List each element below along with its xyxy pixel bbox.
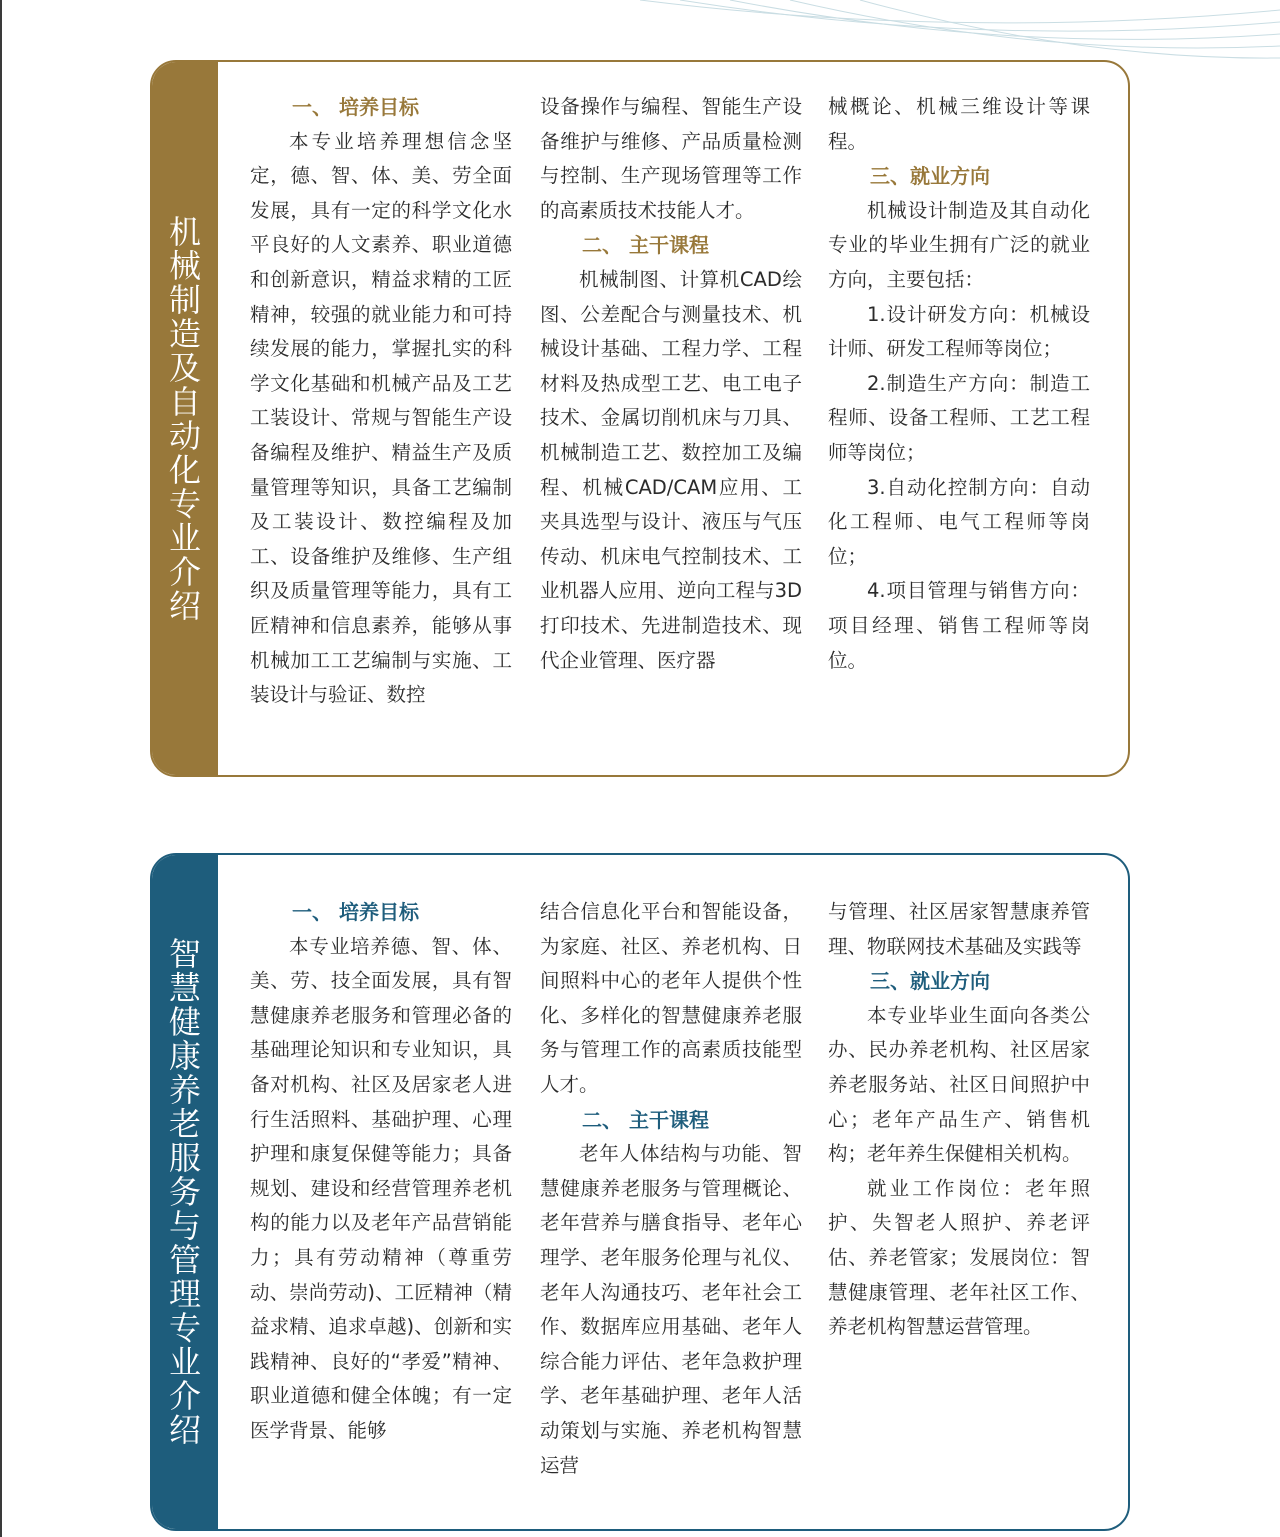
goal-text: 本专业培养理想信念坚定，德、智、体、美、劳全面发展，具有一定的科学文化水平良好的人文素养、职业道德和创新意识，精益求精的工匠精神，较强的就业能力和可持续发展的能力，掌握扎实的科学文化基础和机械产品及工艺工装设计、常规与智能生产设备编程及维护、精益生产及质量管理等知识，具备工艺编制及工装设计、数控编程及加工、设备维护及维修、生产组织及质量管理等能力，具有工匠精神和信息素养，能够从事机械加工工艺编制与实施、工装设计与验证、数控 <box>250 129 512 707</box>
goal-text-continued: 设备操作与编程、智能生产设备维护与维修、产品质量检测与控制、生产现场管理等工作的高素质技术技能人才。 <box>540 95 802 222</box>
side-title-band <box>152 62 218 775</box>
column-1 <box>250 895 512 1449</box>
column-2 <box>540 90 802 678</box>
side-title: 智慧健康养老服务与管理专业介绍 <box>168 935 201 1449</box>
page-edge-line <box>0 0 2 1537</box>
course-text: 老年人体结构与功能、智慧健康养老服务与管理概论、老年营养与膳食指导、老年心理学、老年服务伦理与礼仪、老年人沟通技巧、老年社会工作、数据库应用基础、老年人综合能力评估、老年急救护理学、老年基础护理、老年人活动策划与实施、养老机构智慧运营 <box>540 1142 802 1477</box>
column-2 <box>540 895 802 1483</box>
job-heading: 三、就业方向 <box>870 164 990 189</box>
course-heading: 二、 主干课程 <box>582 233 709 258</box>
job-paragraph: 3.自动化控制方向：自动化工程师、电气工程师等岗位； <box>828 475 1090 568</box>
goal-heading: 一、 培养目标 <box>292 900 419 924</box>
column-3 <box>828 895 1090 1345</box>
goal-text-continued: 结合信息化平台和智能设备，为家庭、社区、养老机构、日间照料中心的老年人提供个性化、多样化的智慧健康养老服务与管理工作的高素质技能型人才。 <box>540 900 802 1096</box>
goal-text: 本专业培养德、智、体、美、劳、技全面发展，具有智慧健康养老服务和管理必备的基础理论知识和专业知识，具备对机构、社区及居家老人进行生活照料、基础护理、心理护理和康复保健等能力；具备规划、建设和经营管理养老机构的能力以及老年产品营销能力；具有劳动精神（尊重劳动、崇尚劳动)、工匠精神（精益求精、追求卓越)、创新和实践精神、良好的“孝爱”精神、职业道德和健全体魄；有一定医学背景、能够 <box>250 934 512 1442</box>
column-1 <box>250 90 512 713</box>
job-paragraph: 就业工作岗位：老年照护、失智老人照护、养老评估、养老管家；发展岗位：智慧健康管理、老年社区工作、养老机构智慧运营管理。 <box>828 1176 1090 1339</box>
major-card-mechanical <box>150 60 1130 777</box>
column-3 <box>828 90 1090 678</box>
job-paragraph: 机械设计制造及其自动化专业的毕业生拥有广泛的就业方向，主要包括： <box>828 198 1090 291</box>
side-title-band <box>152 855 218 1529</box>
job-paragraph: 2.制造生产方向：制造工程师、设备工程师、工艺工程师等岗位； <box>828 371 1090 464</box>
side-title: 机械制造及自动化专业介绍 <box>168 212 201 625</box>
job-paragraph: 1.设计研发方向：机械设计师、研发工程师等岗位； <box>828 302 1090 361</box>
major-card-eldercare <box>150 853 1130 1531</box>
job-paragraph: 4.项目管理与销售方向：项目经理、销售工程师等岗位。 <box>828 579 1090 672</box>
course-text-continued: 械概论、机械三维设计等课程。 <box>828 95 1090 153</box>
course-text: 机械制图、计算机CAD绘图、公差配合与测量技术、机械设计基础、工程力学、工程材料及热成型工艺、电工电子技术、金属切削机床与刀具、机械制造工艺、数控加工及编程、机械CAD/CAM应用、工夹具选型与设计、液压与气压传动、机床电气控制技术、工业机器人应用、逆向工程与3D打印技术、先进制造技术、现代企业管理、医疗器 <box>540 267 802 672</box>
course-text-continued: 与管理、社区居家智慧康养管理、物联网技术基础及实践等 <box>828 900 1090 958</box>
job-paragraph: 本专业毕业生面向各类公办、民办养老机构、社区居家养老服务站、社区日间照护中心；老年产品生产、销售机构；老年养生保健相关机构。 <box>828 1003 1090 1166</box>
goal-heading: 一、 培养目标 <box>292 95 419 119</box>
course-heading: 二、 主干课程 <box>582 1107 709 1132</box>
job-heading: 三、就业方向 <box>870 969 990 994</box>
